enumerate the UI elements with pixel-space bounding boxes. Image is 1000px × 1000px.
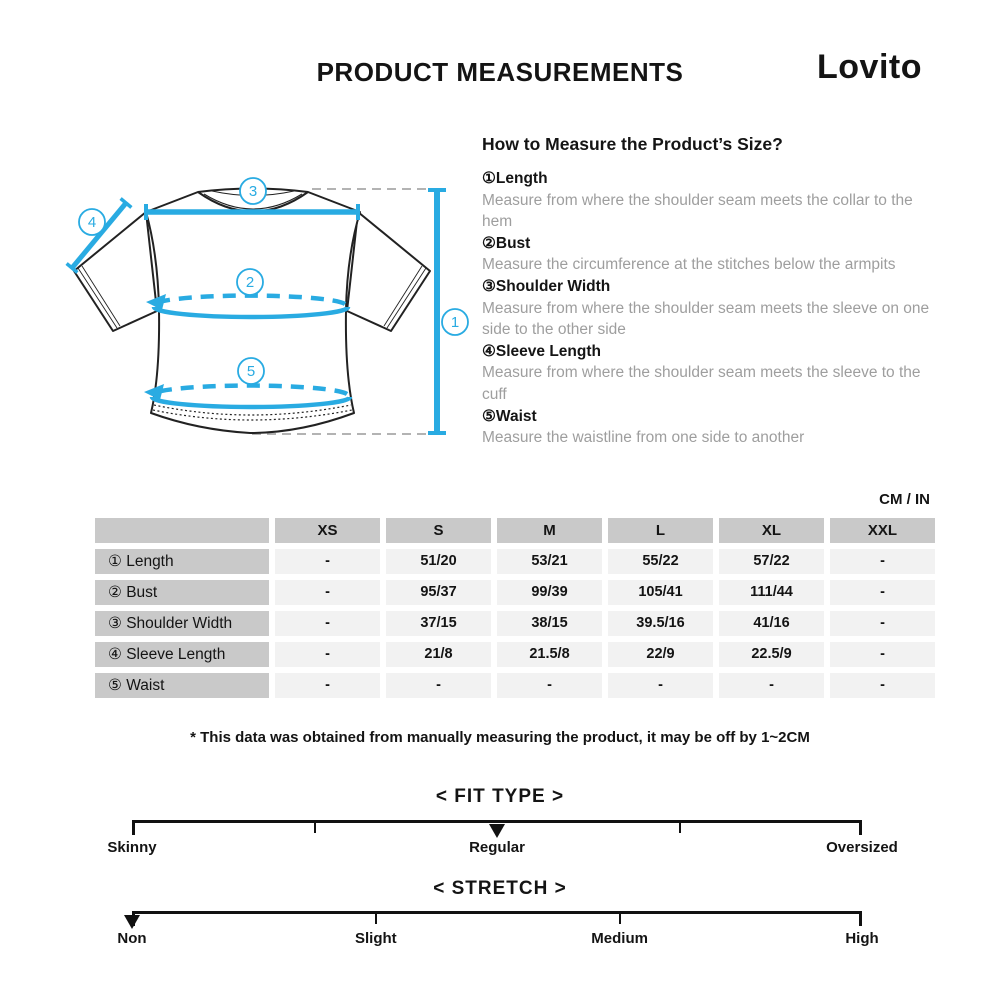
table-cell: -: [275, 580, 380, 605]
callout-4: 4: [87, 214, 97, 231]
guide-item-desc: Measure the waistline from one side to another: [482, 429, 805, 447]
table-cell: 22.5/9: [719, 642, 824, 667]
table-cell: 22/9: [608, 642, 713, 667]
table-cell: 53/21: [497, 549, 602, 574]
axis-end-tick: [859, 914, 862, 926]
table-cell: -: [830, 549, 935, 574]
table-cell: 99/39: [497, 580, 602, 605]
table-cell: 55/22: [608, 549, 713, 574]
stretch-labels: [117, 930, 879, 950]
table-corner-cell: [95, 518, 269, 543]
callout-3: 3: [248, 183, 258, 200]
table-cell: -: [275, 642, 380, 667]
table-cell: -: [830, 611, 935, 636]
measure-guide: [482, 134, 940, 449]
axis-tick: [375, 914, 377, 924]
scale-marker: [124, 915, 140, 929]
table-cell: -: [608, 673, 713, 698]
stretch-axis: [132, 911, 862, 925]
table-row-label: ② Bust: [95, 580, 269, 605]
table-header-cell: M: [497, 518, 602, 543]
axis-tick: [679, 823, 681, 833]
guide-heading: How to Measure the Product’s Size?: [482, 134, 783, 154]
fit-type-axis: [132, 820, 862, 834]
table-cell: -: [497, 673, 602, 698]
guide-item-heading: ④Sleeve Length: [482, 342, 601, 360]
scale-label: Slight: [354, 930, 397, 947]
fit-type-labels: [107, 839, 898, 859]
scale-label: Oversized: [826, 839, 898, 856]
table-row-label: ⑤ Waist: [95, 673, 269, 698]
axis-tick: [314, 823, 316, 833]
table-cell: -: [275, 611, 380, 636]
table-cell: -: [275, 673, 380, 698]
table-cell: -: [830, 642, 935, 667]
units-label: CM / IN: [879, 491, 930, 508]
scale-label: Skinny: [107, 839, 157, 856]
table-cell: 57/22: [719, 549, 824, 574]
table-cell: -: [275, 549, 380, 574]
table-cell: -: [830, 673, 935, 698]
size-table: [95, 518, 935, 698]
table-cell: -: [719, 673, 824, 698]
guide-items: [482, 168, 940, 449]
scale-label: Medium: [591, 930, 648, 947]
table-header-cell: XXL: [830, 518, 935, 543]
table-cell: 21/8: [386, 642, 491, 667]
scale-label: Regular: [469, 839, 525, 856]
table-cell: 21.5/8: [497, 642, 602, 667]
guide-item-heading: ③Shoulder Width: [482, 277, 611, 295]
tshirt-diagram: [40, 160, 480, 470]
guide-item-desc: Measure from where the shoulder seam meets the sleeve to the cuff: [482, 364, 921, 403]
fit-type-title: < FIT TYPE >: [435, 786, 565, 807]
guide-item-desc: Measure the circumference at the stitches below the armpits: [482, 256, 896, 274]
table-header-cell: L: [608, 518, 713, 543]
table-cell: 39.5/16: [608, 611, 713, 636]
guide-item-desc: Measure from where the shoulder seam meets the collar to the hem: [482, 191, 913, 231]
table-cell: -: [830, 580, 935, 605]
axis-end-tick: [132, 823, 135, 835]
callout-5: 5: [246, 363, 256, 380]
tshirt-outline: [74, 189, 430, 434]
guide-item-desc: Measure from where the shoulder seam meets the sleeve on one side to the other side: [482, 299, 930, 339]
table-cell: -: [386, 673, 491, 698]
table-cell: 51/20: [386, 549, 491, 574]
table-cell: 95/37: [386, 580, 491, 605]
table-cell: 111/44: [719, 580, 824, 605]
callout-1: 1: [450, 314, 460, 331]
table-cell: 105/41: [608, 580, 713, 605]
table-cell: 41/16: [719, 611, 824, 636]
footnote: * This data was obtained from manually measuring the product, it may be off by 1~2CM: [190, 729, 810, 746]
table-row-label: ④ Sleeve Length: [95, 642, 269, 667]
table-row-label: ① Length: [95, 549, 269, 574]
scale-label: High: [845, 930, 879, 947]
guide-item-heading: ②Bust: [482, 234, 531, 252]
table-header-cell: XS: [275, 518, 380, 543]
stretch-title: < STRETCH >: [433, 878, 567, 899]
axis-end-tick: [859, 823, 862, 835]
callout-2: 2: [245, 274, 255, 291]
table-row-label: ③ Shoulder Width: [95, 611, 269, 636]
brand-logo: Lovito: [817, 48, 922, 86]
table-header-cell: S: [386, 518, 491, 543]
guide-item-heading: ①Length: [482, 170, 548, 187]
scale-label: Non: [117, 930, 147, 947]
table-header-cell: XL: [719, 518, 824, 543]
table-cell: 37/15: [386, 611, 491, 636]
page-title: PRODUCT MEASUREMENTS: [316, 57, 684, 87]
guide-item-heading: ⑤Waist: [482, 407, 537, 425]
axis-tick: [619, 914, 621, 924]
table-cell: 38/15: [497, 611, 602, 636]
scale-marker: [489, 824, 505, 838]
